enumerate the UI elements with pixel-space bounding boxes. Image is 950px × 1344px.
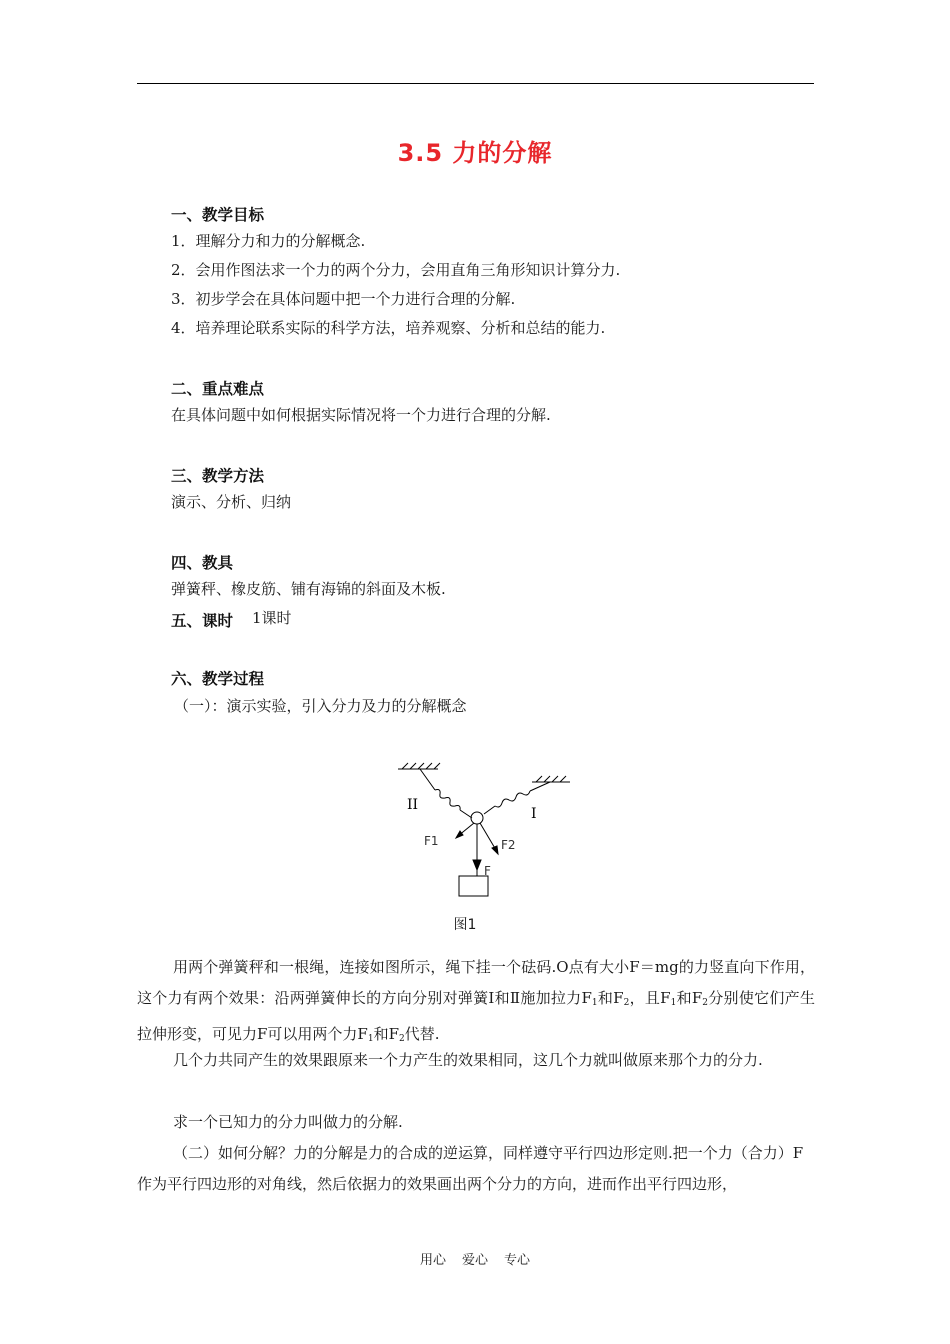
- key-points-text: 在具体问题中如何根据实际情况将一个力进行合理的分解.: [171, 406, 551, 424]
- figure-caption: 图1: [453, 917, 477, 933]
- weight-block: [459, 876, 488, 896]
- section-heading-methods: 三、教学方法: [171, 467, 265, 485]
- header-rule: [137, 83, 814, 84]
- section-heading-goals: 一、教学目标: [171, 206, 265, 224]
- label-I: I: [531, 806, 537, 822]
- label-F2: F2: [501, 838, 516, 852]
- spring-I: [495, 791, 530, 807]
- hours-text: 1课时: [252, 609, 292, 627]
- paragraph-decomposition-definition: 求一个已知力的分力叫做力的分解.: [173, 1113, 403, 1131]
- methods-text: 演示、分析、归纳: [171, 493, 292, 511]
- paragraph-experiment: 用两个弹簧秤和一根绳，连接如图所示，绳下挂一个砝码.O点有大小F＝mg的力竖直向下作用，这个力有两个效果：沿两弹簧伸长的方向分别对弹簧Ⅰ和Ⅱ施加拉力$F_1$和$F_2$，且$F_1$和$F_2$分别使它们产生拉伸形变，可见力F可以用两个力$F_1$和$F_2$代替.: [137, 958, 815, 1044]
- paragraph-component-definition: 几个力共同产生的效果跟原来一个力产生的效果相同，这几个力就叫做原来那个力的分力.: [173, 1051, 763, 1069]
- section-heading-process: 六、教学过程: [171, 670, 265, 688]
- right-ceiling-hatch: [536, 776, 566, 782]
- paragraph-how-to-decompose: （二）如何分解？力的分解是力的合成的逆运算，同样遵守平行四边形定则.把一个力（合力）F作为平行四边形的对角线，然后依据力的效果画出两个分力的方向，进而作出平行四边形，: [137, 1144, 804, 1193]
- goal-item: 2．会用作图法求一个力的两个分力，会用直角三角形知识计算分力.: [171, 261, 621, 279]
- section-heading-hours: 五、课时: [171, 612, 234, 630]
- goal-item: 4．培养理论联系实际的科学方法，培养观察、分析和总结的能力.: [171, 319, 606, 337]
- force-diagram: [380, 754, 580, 904]
- left-string: [420, 769, 435, 790]
- right-string: [530, 782, 550, 791]
- spring-II: [435, 790, 460, 811]
- page-footer: 用心 爱心 专心: [419, 1253, 531, 1268]
- arrow-F2: [480, 823, 496, 850]
- section-heading-key-points: 二、重点难点: [171, 380, 265, 398]
- page-title: 3.5 力的分解: [397, 139, 553, 167]
- process-subheading: （一）：演示实验，引入分力及力的分解概念: [174, 697, 467, 715]
- section-heading-tools: 四、教具: [171, 554, 234, 572]
- label-F1: F1: [424, 834, 439, 848]
- goal-item: 3．初步学会在具体问题中把一个力进行合理的分解.: [171, 290, 516, 308]
- goal-item: 1．理解分力和力的分解概念.: [171, 232, 366, 250]
- tools-text: 弹簧秤、橡皮筋、铺有海锦的斜面及木板.: [171, 580, 446, 598]
- ring-O: [471, 812, 483, 824]
- label-II: II: [407, 797, 419, 813]
- left-ceiling-hatch: [402, 763, 440, 769]
- label-F: F: [484, 864, 491, 878]
